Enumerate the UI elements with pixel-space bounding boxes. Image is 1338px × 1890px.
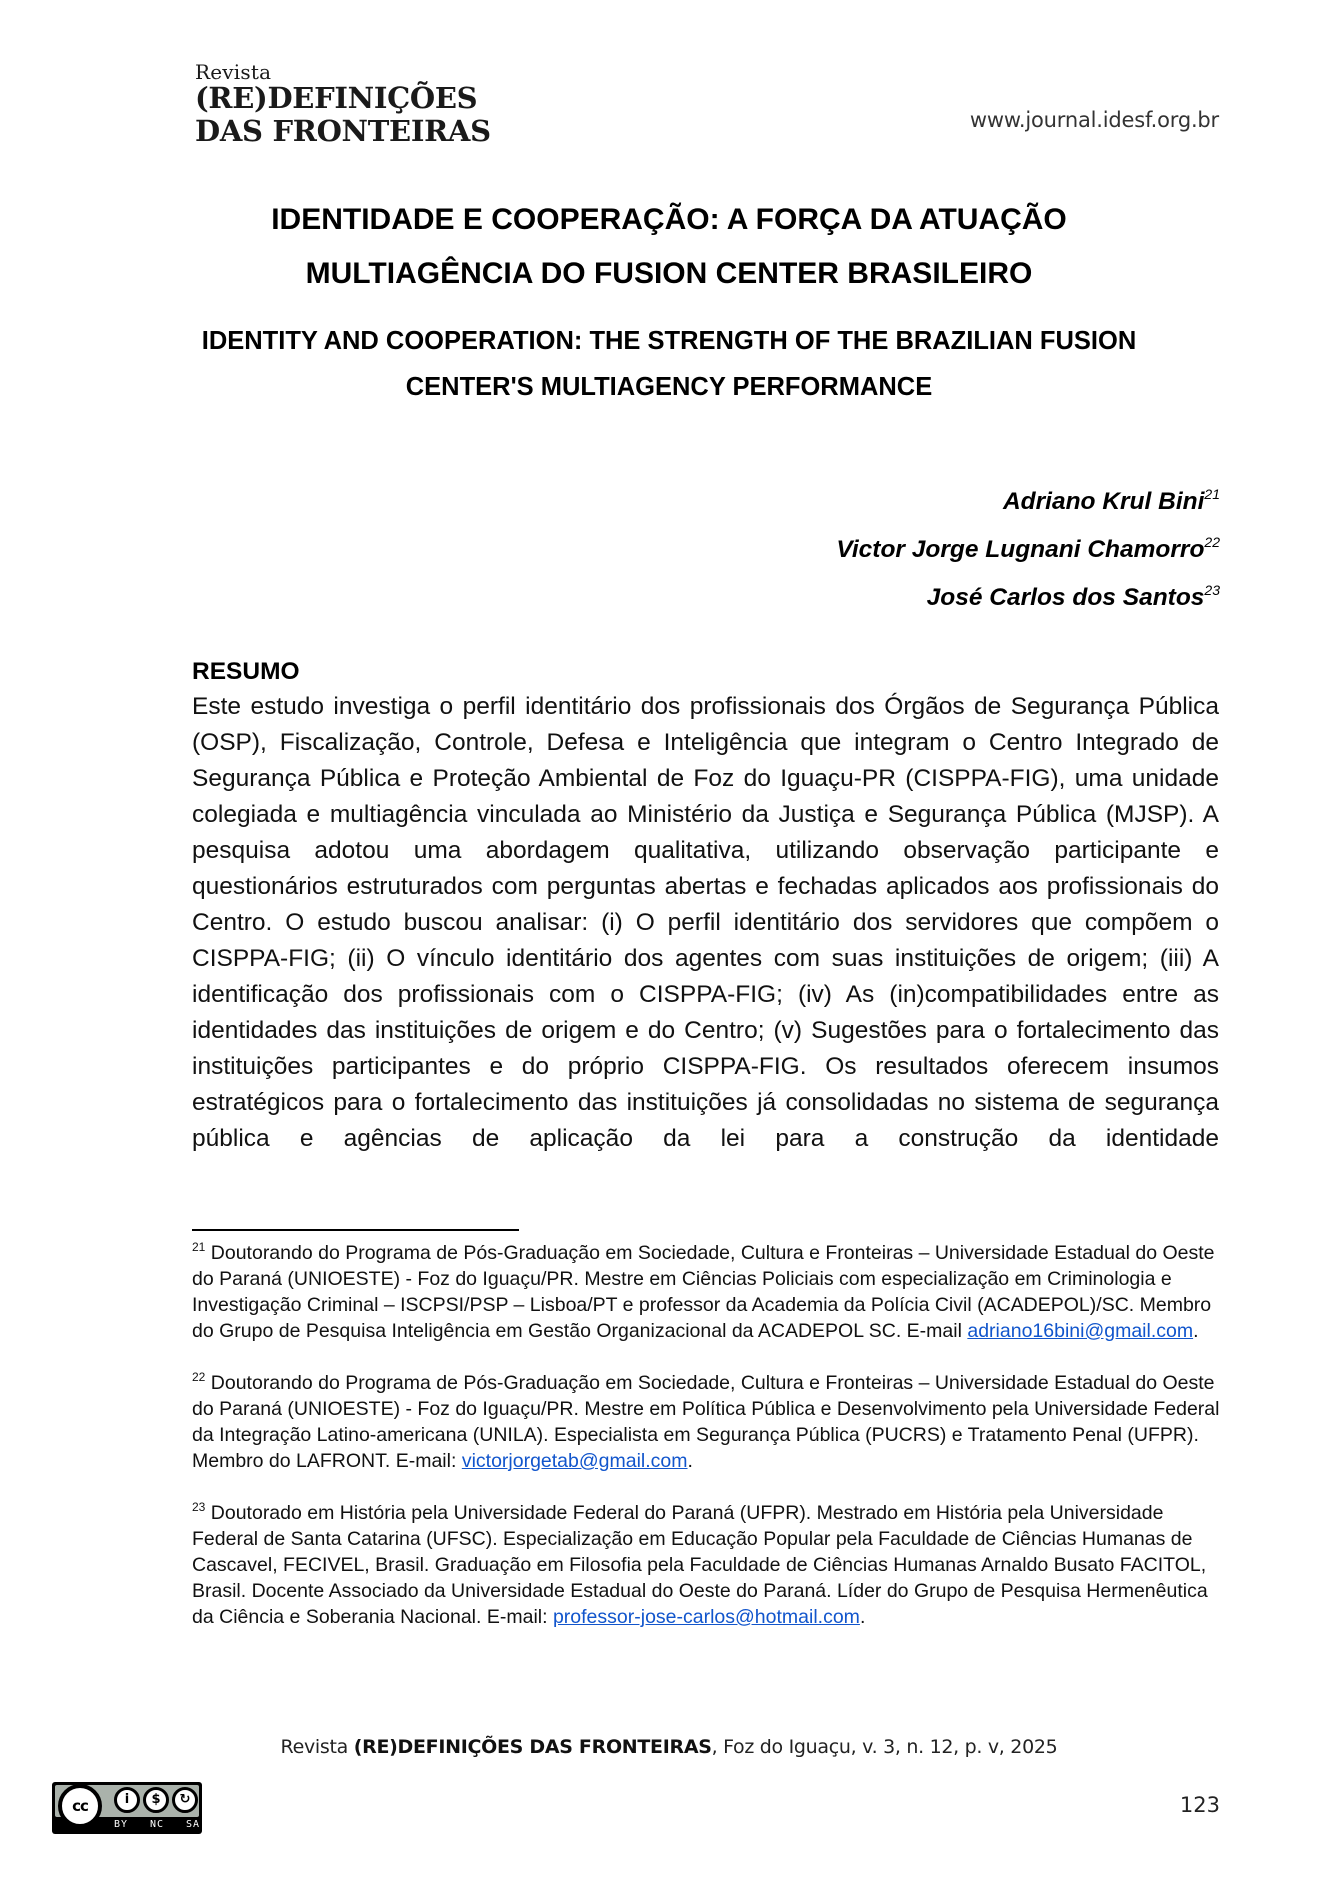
author-name: Victor Jorge Lugnani Chamorro [836,536,1205,563]
footnote-23 [192,1500,1222,1630]
title-pt-line-2: MULTIAGÊNCIA DO FUSION CENTER BRASILEIRO [305,257,1033,290]
by-attribution-icon: i [114,1787,140,1813]
author [836,478,1220,526]
logo-line-fronteiras: DAS FRONTEIRAS [195,114,491,148]
footnote-tail: . [1193,1320,1199,1342]
article-title-english [0,318,1338,410]
author-name: Adriano Krul Bini [1002,488,1205,515]
sa-sharealike-icon: ↻ [172,1787,198,1813]
abstract-heading: RESUMO [192,658,300,685]
license-label-nc: NC [149,1819,165,1830]
journal-logo [195,62,491,148]
footnote-text: Doutorado em História pela Universidade Federal do Paraná (UFPR). Mestrado em História pela Universidade Federal de Santa Catarina (UFSC). Especialização em Educação Popular pela Faculdade de Ciências Humanas de Cascavel, FECIVEL, Brasil. Graduação em Filosofia pela Faculdade de Ciências Humanas Arnaldo Busato FACITOL, Brasil. Docente Associado da Universidade Estadual do Oeste do Paraná. Líder do Grupo de Pesquisa Hermenêutica da Ciência e Soberania Nacional. E-mail: [192,1502,1208,1628]
footnote-21 [192,1240,1222,1344]
footnote-text: Doutorando do Programa de Pós-Graduação em Sociedade, Cultura e Fronteiras – Universidade Estadual do Oeste do Paraná (UNIOESTE) - Foz do Iguaçu/PR. Mestre em Política Pública e Desenvolvimento pela Universidade Federal da Integração Latino-americana (UNILA). Especialista em Segurança Pública (PUCRS) e Tratamento Penal (UFPR). Membro do LAFRONT. E-mail: [192,1372,1220,1472]
logo-line-redefinicoes: (RE)DEFINIÇÕES [195,81,478,115]
cc-by-nc-sa-icon[interactable] [52,1782,202,1834]
abstract-body: Este estudo investiga o perfil identitário dos profissionais dos Órgãos de Segurança Pública (OSP), Fiscalização, Controle, Defesa e Inteligência que integram o Centro Integrado de Segurança Pública e Proteção Ambiental de Foz do Iguaçu-PR (CISPPA-FIG), uma unidade colegiada e multiagência vinculada ao Ministério da Justiça e Segurança Pública (MJSP). A pesquisa adotou uma abordagem qualitativa, utilizando observação participante e questionários estruturados com perguntas abertas e fechadas aplicados aos profissionais do Centro. O estudo buscou analisar: (i) O perfil identitário dos servidores que compõem o CISPPA-FIG; (ii) O vínculo identitário dos agentes com suas instituições de origem; (iii) A identificação dos profissionais com o CISPPA-FIG; (iv) As (in)compatibilidades entre as identidades das instituições de origem e do Centro; (v) Sugestões para o fortalecimento das instituições participantes e do próprio CISPPA-FIG. Os resultados oferecem insumos estratégicos para o fortalecimento das instituições já consolidadas no sistema de segurança pública e agências de aplicação da lei para a construção da identidade [192,693,1219,1152]
footnote-ref[interactable]: 23 [1204,582,1220,598]
abstract-section [192,655,1219,1157]
footnote-ref[interactable]: 22 [1204,534,1220,550]
author-name: José Carlos dos Santos [926,584,1205,611]
footnote-number: 21 [192,1240,206,1254]
footnote-number: 22 [192,1370,206,1384]
author [836,574,1220,622]
footnote-tail: . [687,1450,693,1472]
license-label-by: BY [114,1819,129,1830]
email-link[interactable]: adriano16bini@gmail.com [967,1320,1194,1342]
title-pt-line-1: IDENTIDADE E COOPERAÇÃO: A FORÇA DA ATUAÇÃO [271,203,1067,236]
citation-suffix: , Foz do Iguaçu, v. 3, n. 12, p. v, 2025 [711,1736,1058,1758]
page-number: 123 [1179,1793,1220,1817]
footnote-tail: . [859,1606,866,1628]
footnote-text: Doutorando do Programa de Pós-Graduação em Sociedade, Cultura e Fronteiras – Universidade Estadual do Oeste do Paraná (UNIOESTE) - Foz do Iguaçu/PR. Mestre em Ciências Policiais com especialização em Criminologia e Investigação Criminal – ISCPSI/PSP – Lisboa/PT e professor da Academia da Polícia Civil (ACADEPOL)/SC. Membro do Grupo de Pesquisa Inteligência em Gestão Organizacional da ACADEPOL SC. E-mail [192,1242,1215,1342]
journal-url[interactable]: www.journal.idesf.org.br [969,108,1219,132]
author-list [836,478,1220,622]
license-label-sa: SA [185,1819,200,1830]
nc-noncommercial-icon: $ [143,1787,169,1813]
article-title-portuguese [0,193,1338,301]
cc-icon: cc [58,1784,102,1828]
logo-line-revista: Revista [195,60,272,84]
license-labels [114,1818,200,1832]
email-link[interactable]: victorjorgetab@gmail.com [461,1450,688,1472]
email-link[interactable]: professor-jose-carlos@hotmail.com [552,1606,860,1628]
citation-journal: (RE)DEFINIÇÕES DAS FRONTEIRAS [353,1736,712,1758]
footnote-number: 23 [192,1500,206,1514]
title-en-line-1: IDENTITY AND COOPERATION: THE STRENGTH OF THE BRAZILIAN FUSION [201,327,1137,355]
footnote-separator [192,1229,519,1231]
author [836,526,1220,574]
journal-citation [0,1736,1338,1758]
footnote-ref[interactable]: 21 [1204,486,1220,502]
footnotes [192,1240,1222,1656]
footnote-22 [192,1370,1222,1474]
title-en-line-2: CENTER'S MULTIAGENCY PERFORMANCE [405,373,933,401]
citation-prefix: Revista [280,1736,354,1758]
